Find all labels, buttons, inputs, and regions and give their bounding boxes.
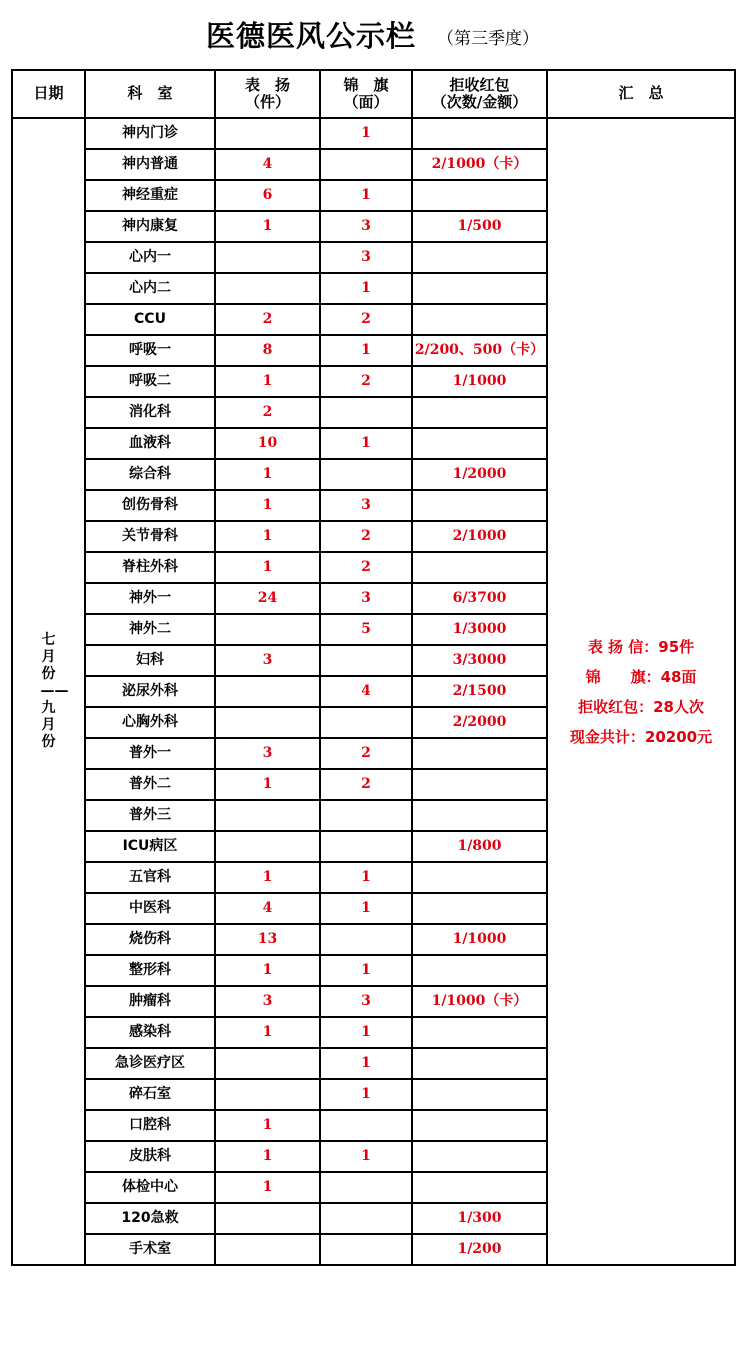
- praise-cell: [215, 1234, 320, 1265]
- dept-cell: 120急救: [85, 1203, 215, 1234]
- praise-cell: 1: [215, 1172, 320, 1203]
- dept-cell: 神内康复: [85, 211, 215, 242]
- praise-cell: 2: [215, 304, 320, 335]
- banners-cell: [320, 645, 412, 676]
- summary-cell: [547, 118, 735, 1265]
- redpacket-cell: 2/2000: [412, 707, 547, 738]
- dept-cell: 心胸外科: [85, 707, 215, 738]
- period-label: 七月份——九月份: [40, 632, 69, 750]
- header-summary: 汇 总: [547, 70, 735, 118]
- banners-cell: 1: [320, 1017, 412, 1048]
- header-banners-line1: 锦 旗: [343, 75, 389, 94]
- praise-cell: 1: [215, 862, 320, 893]
- banners-cell: 2: [320, 304, 412, 335]
- dept-cell: 综合科: [85, 459, 215, 490]
- dept-cell: 呼吸二: [85, 366, 215, 397]
- praise-cell: 8: [215, 335, 320, 366]
- praise-cell: [215, 800, 320, 831]
- redpacket-cell: 1/3000: [412, 614, 547, 645]
- banners-cell: [320, 1110, 412, 1141]
- header-date: 日期: [12, 70, 85, 118]
- publicity-table: [11, 69, 736, 1266]
- redpacket-cell: 6/3700: [412, 583, 547, 614]
- banners-cell: 1: [320, 428, 412, 459]
- page-subtitle: （第三季度）: [437, 29, 539, 49]
- praise-cell: 1: [215, 459, 320, 490]
- praise-cell: [215, 1079, 320, 1110]
- praise-cell: 1: [215, 552, 320, 583]
- dept-cell: 中医科: [85, 893, 215, 924]
- dept-cell: 急诊医疗区: [85, 1048, 215, 1079]
- redpacket-cell: 1/1000（卡）: [412, 986, 547, 1017]
- redpacket-cell: [412, 552, 547, 583]
- table-body: [12, 118, 735, 1265]
- dept-cell: 神内普通: [85, 149, 215, 180]
- redpacket-cell: [412, 1079, 547, 1110]
- praise-cell: 24: [215, 583, 320, 614]
- redpacket-cell: 1/800: [412, 831, 547, 862]
- banners-cell: [320, 149, 412, 180]
- banners-cell: 1: [320, 180, 412, 211]
- praise-cell: 13: [215, 924, 320, 955]
- redpacket-cell: 2/1500: [412, 676, 547, 707]
- redpacket-cell: [412, 118, 547, 149]
- summary-banners: 锦 旗：48面: [585, 667, 697, 686]
- banners-cell: 3: [320, 211, 412, 242]
- redpacket-cell: [412, 1110, 547, 1141]
- banners-cell: 3: [320, 242, 412, 273]
- banners-cell: 1: [320, 893, 412, 924]
- banners-cell: [320, 707, 412, 738]
- praise-cell: 1: [215, 521, 320, 552]
- praise-cell: 10: [215, 428, 320, 459]
- redpacket-cell: [412, 1141, 547, 1172]
- banners-cell: 1: [320, 118, 412, 149]
- praise-cell: [215, 1048, 320, 1079]
- header-praise-line1: 表 扬: [244, 75, 290, 94]
- banners-cell: 1: [320, 862, 412, 893]
- header-redpacket: [412, 70, 547, 118]
- redpacket-cell: 2/1000（卡）: [412, 149, 547, 180]
- praise-cell: 2: [215, 397, 320, 428]
- dept-cell: 体检中心: [85, 1172, 215, 1203]
- dept-cell: 手术室: [85, 1234, 215, 1265]
- header-redpacket-line1: 拒收红包: [449, 75, 510, 94]
- dept-cell: 碎石室: [85, 1079, 215, 1110]
- banners-cell: 1: [320, 1079, 412, 1110]
- header-banners: [320, 70, 412, 118]
- summary-praise: 表 扬 信：95件: [587, 637, 695, 656]
- header-praise-line2: （件）: [244, 93, 290, 111]
- redpacket-cell: [412, 304, 547, 335]
- dept-cell: 妇科: [85, 645, 215, 676]
- table-row: [12, 118, 735, 149]
- redpacket-cell: 1/300: [412, 1203, 547, 1234]
- dept-cell: 心内二: [85, 273, 215, 304]
- praise-cell: 1: [215, 955, 320, 986]
- redpacket-cell: 1/1000: [412, 924, 547, 955]
- redpacket-cell: 3/3000: [412, 645, 547, 676]
- dept-cell: CCU: [85, 304, 215, 335]
- banners-cell: [320, 800, 412, 831]
- banners-cell: 5: [320, 614, 412, 645]
- dept-cell: 皮肤科: [85, 1141, 215, 1172]
- banners-cell: 2: [320, 552, 412, 583]
- summary-cash: 现金共计：20200元: [569, 727, 713, 746]
- banners-cell: [320, 924, 412, 955]
- header-row: [12, 70, 735, 118]
- dept-cell: 创伤骨科: [85, 490, 215, 521]
- header-redpacket-line2: （次数/金额）: [431, 93, 528, 111]
- dept-cell: 关节骨科: [85, 521, 215, 552]
- redpacket-cell: 1/200: [412, 1234, 547, 1265]
- header-praise: [215, 70, 320, 118]
- redpacket-cell: [412, 955, 547, 986]
- praise-cell: 3: [215, 738, 320, 769]
- redpacket-cell: [412, 862, 547, 893]
- redpacket-cell: 1/500: [412, 211, 547, 242]
- banners-cell: 2: [320, 366, 412, 397]
- dept-cell: 肿瘤科: [85, 986, 215, 1017]
- header-dept: 科 室: [85, 70, 215, 118]
- page-title: 医德医风公示栏: [206, 19, 417, 53]
- praise-cell: [215, 831, 320, 862]
- praise-cell: 4: [215, 149, 320, 180]
- redpacket-cell: [412, 893, 547, 924]
- dept-cell: 血液科: [85, 428, 215, 459]
- dept-cell: 神外二: [85, 614, 215, 645]
- dept-cell: 泌尿外科: [85, 676, 215, 707]
- praise-cell: 1: [215, 490, 320, 521]
- dept-cell: 脊柱外科: [85, 552, 215, 583]
- banners-cell: 2: [320, 521, 412, 552]
- redpacket-cell: 1/1000: [412, 366, 547, 397]
- praise-cell: 1: [215, 769, 320, 800]
- dept-cell: 神外一: [85, 583, 215, 614]
- praise-cell: 1: [215, 366, 320, 397]
- banners-cell: [320, 1234, 412, 1265]
- redpacket-cell: [412, 800, 547, 831]
- redpacket-cell: [412, 428, 547, 459]
- praise-cell: [215, 242, 320, 273]
- redpacket-cell: [412, 242, 547, 273]
- banners-cell: 2: [320, 769, 412, 800]
- summary-redpacket: 拒收红包：28人次: [578, 697, 704, 716]
- redpacket-cell: [412, 738, 547, 769]
- banners-cell: 2: [320, 738, 412, 769]
- header-banners-line2: （面）: [343, 93, 389, 111]
- dept-cell: 神经重症: [85, 180, 215, 211]
- dept-cell: 五官科: [85, 862, 215, 893]
- dept-cell: 心内一: [85, 242, 215, 273]
- praise-cell: 1: [215, 211, 320, 242]
- banners-cell: 1: [320, 955, 412, 986]
- dept-cell: 整形科: [85, 955, 215, 986]
- banners-cell: 1: [320, 335, 412, 366]
- dept-cell: ICU病区: [85, 831, 215, 862]
- praise-cell: [215, 676, 320, 707]
- banners-cell: [320, 831, 412, 862]
- banners-cell: 1: [320, 1141, 412, 1172]
- redpacket-cell: [412, 1048, 547, 1079]
- dept-cell: 消化科: [85, 397, 215, 428]
- banners-cell: 3: [320, 490, 412, 521]
- praise-cell: [215, 273, 320, 304]
- dept-cell: 烧伤科: [85, 924, 215, 955]
- praise-cell: 3: [215, 645, 320, 676]
- title-area: [0, 0, 743, 68]
- praise-cell: 1: [215, 1141, 320, 1172]
- dept-cell: 感染科: [85, 1017, 215, 1048]
- dept-cell: 神内门诊: [85, 118, 215, 149]
- praise-cell: [215, 614, 320, 645]
- redpacket-cell: 2/200、500（卡）: [412, 335, 547, 366]
- period-cell: [12, 118, 85, 1265]
- dept-cell: 呼吸一: [85, 335, 215, 366]
- praise-cell: 6: [215, 180, 320, 211]
- praise-cell: [215, 118, 320, 149]
- redpacket-cell: [412, 273, 547, 304]
- redpacket-cell: [412, 490, 547, 521]
- praise-cell: 1: [215, 1017, 320, 1048]
- banners-cell: 1: [320, 273, 412, 304]
- banners-cell: [320, 1172, 412, 1203]
- redpacket-cell: [412, 769, 547, 800]
- dept-cell: 普外二: [85, 769, 215, 800]
- redpacket-cell: [412, 1017, 547, 1048]
- banners-cell: [320, 397, 412, 428]
- praise-cell: [215, 1203, 320, 1234]
- redpacket-cell: 2/1000: [412, 521, 547, 552]
- dept-cell: 普外三: [85, 800, 215, 831]
- banners-cell: [320, 1203, 412, 1234]
- banners-cell: 3: [320, 986, 412, 1017]
- praise-cell: 3: [215, 986, 320, 1017]
- redpacket-cell: [412, 180, 547, 211]
- banners-cell: 1: [320, 1048, 412, 1079]
- dept-cell: 普外一: [85, 738, 215, 769]
- redpacket-cell: [412, 397, 547, 428]
- praise-cell: [215, 707, 320, 738]
- redpacket-cell: [412, 1172, 547, 1203]
- banners-cell: [320, 459, 412, 490]
- dept-cell: 口腔科: [85, 1110, 215, 1141]
- banners-cell: 3: [320, 583, 412, 614]
- praise-cell: 4: [215, 893, 320, 924]
- redpacket-cell: 1/2000: [412, 459, 547, 490]
- praise-cell: 1: [215, 1110, 320, 1141]
- banners-cell: 4: [320, 676, 412, 707]
